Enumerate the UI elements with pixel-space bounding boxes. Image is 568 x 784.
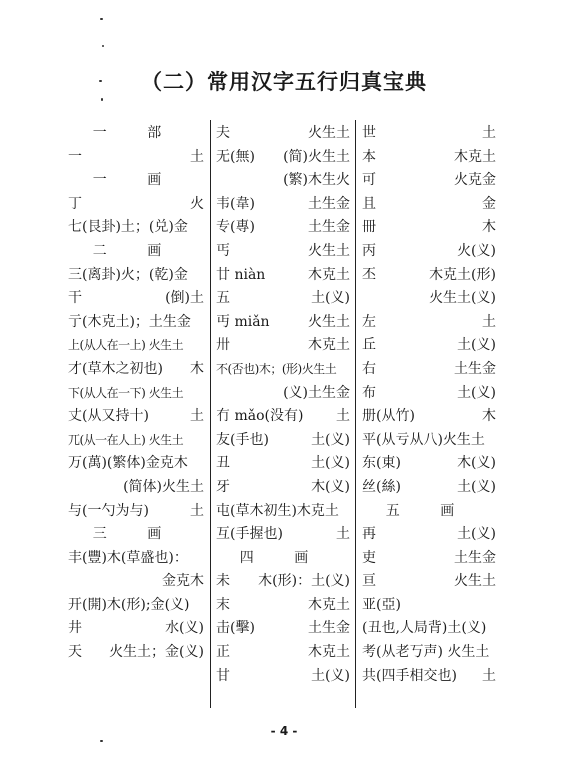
entry-character: 未 — [216, 573, 230, 590]
dictionary-entry — [362, 382, 496, 406]
dictionary-entry — [68, 547, 204, 571]
dictionary-entry — [68, 264, 204, 288]
dictionary-entry — [68, 452, 204, 476]
entry-element: 金 — [482, 195, 496, 212]
dictionary-entry — [362, 264, 496, 288]
entry-element: 土(义) — [311, 455, 350, 472]
entry-element: 土 — [336, 526, 350, 543]
dictionary-entry — [216, 405, 350, 429]
dictionary-entry — [68, 641, 204, 665]
dictionary-entry — [216, 146, 350, 170]
stroke-count-heading — [216, 547, 350, 571]
dictionary-entry — [216, 452, 350, 476]
entry-character: 冊 — [362, 219, 376, 236]
dictionary-entry — [362, 311, 496, 335]
entry-element: (简)火生土 — [283, 148, 350, 165]
entry-element: 水(义) — [165, 620, 204, 637]
entry-character: 丈(从又持十) — [68, 408, 149, 425]
entry-element: (倒)土 — [165, 290, 204, 307]
scan-speck — [101, 98, 103, 101]
dictionary-entry — [362, 334, 496, 358]
dictionary-entry — [68, 594, 204, 618]
entry-character: 丐 — [216, 242, 230, 259]
entry-character: 金克木 — [162, 573, 204, 590]
entry-element: 土(义) — [457, 384, 496, 401]
dictionary-entry — [362, 287, 496, 311]
entry-element: 木克土 — [308, 596, 350, 613]
heading-text: 一 部 — [92, 125, 180, 141]
entry-character: 无(無) — [216, 148, 255, 165]
page-number: - 4 - — [270, 724, 298, 738]
dictionary-entry — [362, 617, 496, 641]
dictionary-entry — [362, 122, 496, 146]
entry-character: 丙 — [362, 242, 376, 259]
dictionary-entry — [216, 665, 350, 689]
entry-element: 木(形)：土(义) — [258, 573, 350, 590]
entry-element: 土 — [190, 148, 204, 165]
heading-text: 四 画 — [239, 549, 327, 566]
entry-character: 天 — [68, 644, 82, 661]
entry-character: 布 — [362, 384, 376, 401]
entry-element: 土 — [190, 502, 204, 519]
entry-element: 木(义) — [457, 455, 496, 472]
dictionary-entry — [216, 264, 350, 288]
entry-character: 万(萬)(繁体)金克木 — [68, 455, 188, 472]
entry-character: 右 — [362, 360, 376, 377]
entry-character: 专(專) — [216, 219, 255, 236]
entry-character: (义)土生金 — [283, 384, 350, 401]
entry-element: 土(义) — [311, 290, 350, 307]
entry-character: 左 — [362, 313, 376, 330]
entry-character: 再 — [362, 526, 376, 543]
entry-character: 本 — [362, 148, 376, 165]
stroke-count-heading — [68, 169, 204, 193]
entry-element: 木 — [482, 219, 496, 236]
entry-character: 丘 — [362, 337, 376, 354]
entry-element: 木克土 — [308, 266, 350, 283]
dictionary-entry — [68, 334, 204, 358]
entry-element: 土 — [190, 408, 204, 425]
entry-element: 木克土 — [308, 644, 350, 661]
scan-speck — [102, 45, 104, 47]
entry-character: 丑 — [216, 455, 230, 472]
entry-character: 册(从竹) — [362, 408, 415, 425]
stroke-count-heading — [68, 523, 204, 547]
entry-element: 土 — [482, 667, 496, 684]
entry-element: 木 — [190, 360, 204, 377]
dictionary-entry — [216, 617, 350, 641]
entry-character: 卅 — [216, 337, 230, 354]
entry-character: 三(离卦)火；(乾)金 — [68, 266, 188, 283]
dictionary-entry — [216, 358, 350, 382]
entry-character: 丏 miǎn — [216, 313, 270, 330]
heading-text: 三 画 — [92, 526, 180, 543]
dictionary-entry — [362, 146, 496, 170]
entry-character: 亚(亞) — [362, 596, 401, 613]
entry-element: 土生金 — [454, 549, 496, 566]
entry-character: 平(从亏从八)火生土 — [362, 431, 485, 448]
entry-character: 开(開)木(形);金(义) — [68, 596, 190, 613]
entry-character: 火生土(义) — [429, 290, 496, 307]
dictionary-entry — [362, 358, 496, 382]
entry-character: 丕 — [362, 266, 376, 283]
scan-speck — [100, 18, 103, 20]
entry-character: 亍(木克土)；土生金 — [68, 313, 191, 330]
entry-character: 丰(豐)木(草盛也)： — [68, 549, 188, 566]
entry-element: 木 — [482, 408, 496, 425]
entry-element: 木(义) — [311, 478, 350, 495]
dictionary-entry — [216, 570, 350, 594]
entry-character: 夫 — [216, 125, 230, 141]
dictionary-entry — [216, 641, 350, 665]
entry-character: 吏 — [362, 549, 376, 566]
dictionary-entry — [362, 665, 496, 689]
entry-character: 兀(从一在人上) 火生土 — [68, 432, 184, 447]
entry-character: 友(手也) — [216, 431, 269, 448]
entry-character: 击(擊) — [216, 620, 255, 637]
dictionary-entry — [68, 382, 204, 406]
dictionary-entry — [68, 570, 204, 594]
entry-element: 火 — [190, 195, 204, 212]
entry-element: 土生金 — [454, 360, 496, 377]
dictionary-entry — [216, 287, 350, 311]
stroke-count-heading — [68, 122, 204, 146]
entry-character: 井 — [68, 620, 82, 637]
entry-element: 火生土 — [308, 242, 350, 259]
entry-element: 木克土 — [308, 337, 350, 354]
entry-character: (简体)火生土 — [123, 478, 204, 495]
dictionary-entry — [68, 216, 204, 240]
entry-element: 土(义) — [311, 667, 350, 684]
dictionary-entry — [362, 570, 496, 594]
entry-character: 一 — [68, 148, 82, 165]
dictionary-entry — [68, 476, 204, 500]
entry-element: 土生金 — [308, 219, 350, 236]
column-1 — [68, 122, 204, 665]
entry-character: 廿 niàn — [216, 266, 266, 283]
entry-character: 下(从人在一下) 火生土 — [68, 385, 184, 400]
dictionary-entry — [362, 193, 496, 217]
heading-text: 五 画 — [385, 502, 473, 519]
entry-character: 韦(韋) — [216, 195, 255, 212]
entry-character: 考(从老丂声) 火生土 — [362, 644, 490, 661]
entry-character: (繁)木生火 — [283, 172, 350, 189]
dictionary-entry — [216, 169, 350, 193]
dictionary-entry — [68, 193, 204, 217]
entry-character: 上(从人在一上) 火生土 — [68, 338, 184, 353]
dictionary-entry — [68, 405, 204, 429]
dictionary-entry — [216, 500, 350, 524]
entry-element: 土 — [336, 408, 350, 425]
dictionary-entry — [216, 594, 350, 618]
entry-character: 丁 — [68, 195, 82, 212]
entry-element: 土(义) — [311, 431, 350, 448]
column-divider — [355, 120, 356, 708]
entry-element: 火克金 — [454, 172, 496, 189]
entry-element: 火生土 — [454, 573, 496, 590]
dictionary-entry — [362, 240, 496, 264]
entry-element: 木克土(形) — [429, 266, 496, 283]
dictionary-entry — [362, 594, 496, 618]
entry-character: 与(一勺为与) — [68, 502, 149, 519]
dictionary-entry — [68, 311, 204, 335]
dictionary-entry — [216, 240, 350, 264]
entry-element: 火生土 — [308, 125, 350, 141]
entry-character: 且 — [362, 195, 376, 212]
entry-element: 土 — [482, 125, 496, 141]
dictionary-entry — [216, 193, 350, 217]
scan-speck — [100, 740, 103, 742]
column-3 — [362, 122, 496, 688]
entry-element: 土 — [482, 313, 496, 330]
entry-element: 火生土；金(义) — [109, 644, 204, 661]
column-divider — [210, 120, 211, 708]
dictionary-entry — [68, 617, 204, 641]
dictionary-entry — [362, 641, 496, 665]
dictionary-entry — [216, 334, 350, 358]
dictionary-entry — [216, 429, 350, 453]
stroke-count-heading — [362, 500, 496, 524]
heading-text: 二 画 — [92, 242, 180, 259]
entry-element: 土生金 — [308, 195, 350, 212]
entry-character: 世 — [362, 125, 376, 141]
dictionary-entry — [68, 287, 204, 311]
dictionary-entry — [216, 523, 350, 547]
entry-character: 不(否也)木；(形)火生土 — [216, 361, 337, 376]
entry-element: 木克土 — [454, 148, 496, 165]
dictionary-entry — [362, 216, 496, 240]
entry-character: 丝(絲) — [362, 478, 401, 495]
entry-character: 可 — [362, 172, 376, 189]
dictionary-entry — [362, 169, 496, 193]
page-title: （二）常用汉字五行归真宝典 — [141, 70, 427, 94]
entry-character: 亘 — [362, 573, 376, 590]
dictionary-entry — [216, 311, 350, 335]
entry-character: 正 — [216, 644, 230, 661]
entry-character: 才(草木之初也) — [68, 360, 163, 377]
dictionary-entry — [362, 405, 496, 429]
entry-character: (丑也,人局背)土(义) — [362, 620, 487, 637]
entry-character: 牙 — [216, 478, 230, 495]
dictionary-entry — [216, 476, 350, 500]
stroke-count-heading — [68, 240, 204, 264]
dictionary-entry — [216, 122, 350, 146]
entry-character: 东(東) — [362, 455, 401, 472]
dictionary-entry — [68, 429, 204, 453]
dictionary-entry — [362, 452, 496, 476]
dictionary-entry — [216, 382, 350, 406]
dictionary-entry — [362, 476, 496, 500]
entry-element: 土(义) — [457, 526, 496, 543]
entry-element: 土(义) — [457, 478, 496, 495]
dictionary-entry — [68, 146, 204, 170]
entry-character: 七(艮卦)土；(兑)金 — [68, 219, 188, 236]
dictionary-entry — [362, 429, 496, 453]
dictionary-entry — [68, 500, 204, 524]
dictionary-entry — [362, 523, 496, 547]
entry-character: 末 — [216, 596, 230, 613]
entry-element: 火生土 — [308, 313, 350, 330]
entry-character: 干 — [68, 290, 82, 307]
entry-character: 甘 — [216, 667, 230, 684]
entry-character: 屯(草木初生)木克土 — [216, 502, 339, 519]
entry-element: 火(义) — [457, 242, 496, 259]
dictionary-entry — [216, 216, 350, 240]
entry-character: 五 — [216, 290, 230, 307]
entry-character: 互(手握也) — [216, 526, 283, 543]
scan-speck — [99, 80, 102, 82]
entry-element: 土生金 — [308, 620, 350, 637]
dictionary-entry — [68, 358, 204, 382]
entry-element: 土(义) — [457, 337, 496, 354]
heading-text: 一 画 — [92, 172, 180, 189]
entry-character: 共(四手相交也) — [362, 667, 457, 684]
column-2 — [216, 122, 350, 688]
entry-character: 冇 mǎo(没有) — [216, 408, 304, 425]
dictionary-entry — [362, 547, 496, 571]
